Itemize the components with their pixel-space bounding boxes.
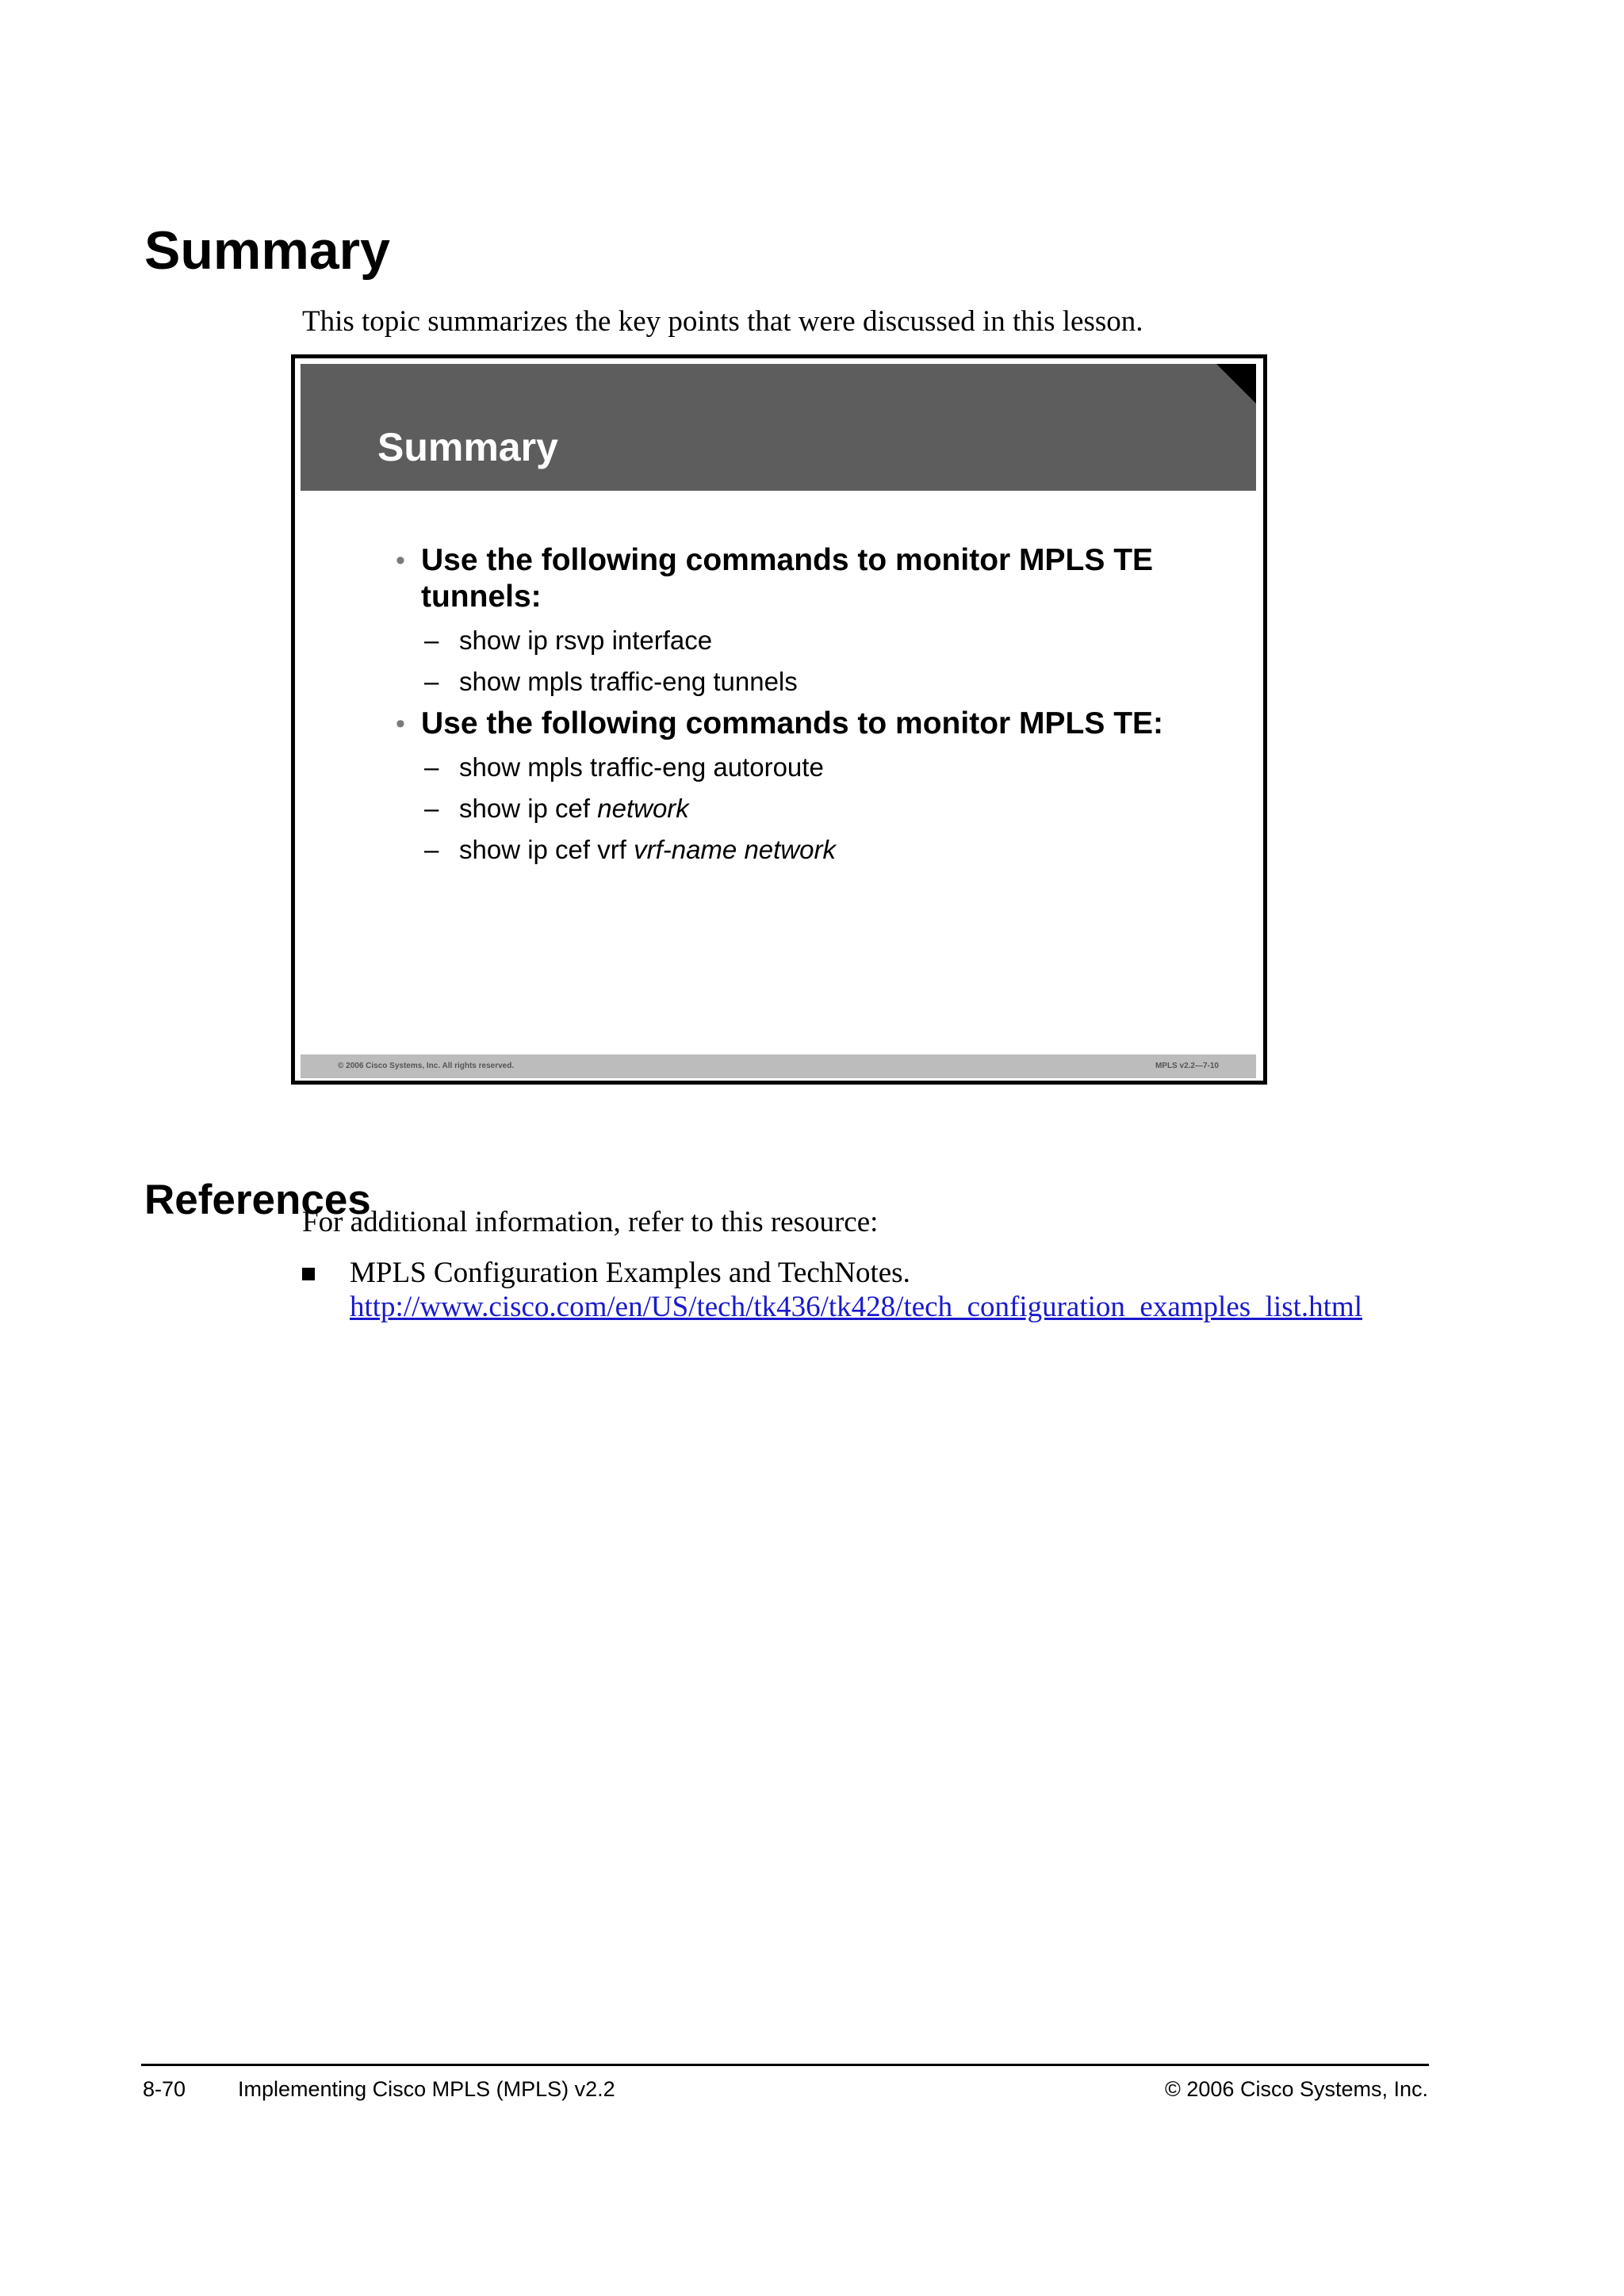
page-title: Summary — [144, 220, 390, 281]
reference-text: MPLS Configuration Examples and TechNotes. — [350, 1257, 910, 1289]
corner-triangle-icon — [1216, 364, 1256, 404]
sub-item-text: show mpls traffic-eng tunnels — [459, 667, 798, 696]
intro-text: This topic summarizes the key points that were discussed in this lesson. — [302, 305, 1143, 338]
sub-item-text: show ip cef — [459, 794, 598, 823]
slide-header — [301, 364, 1256, 491]
slide-footer — [301, 1054, 1256, 1078]
slide-sub-item — [424, 620, 1256, 661]
slide-sub-item — [424, 788, 1256, 829]
bullet-text: Use the following commands to monitor MPLS TE: — [421, 706, 1164, 740]
slide-sub-item — [424, 829, 1256, 871]
sub-item-text: show ip cef vrf — [459, 835, 634, 864]
footer-divider — [141, 2064, 1429, 2066]
sub-item-text: show mpls traffic-eng autoroute — [459, 752, 824, 782]
footer-course-title: Implementing Cisco MPLS (MPLS) v2.2 — [238, 2077, 615, 2101]
sub-item-text: show ip rsvp interface — [459, 626, 713, 655]
slide-inner — [301, 364, 1258, 1075]
slide-bullet — [396, 542, 1206, 615]
references-intro: For additional information, refer to this resource: — [302, 1206, 879, 1238]
reference-item — [302, 1256, 1492, 1324]
references-heading: References — [144, 1176, 371, 1223]
slide-footer-code: MPLS v2.2—7-10 — [1155, 1062, 1219, 1070]
dash-icon: – — [424, 626, 439, 655]
slide-title: Summary — [377, 425, 558, 469]
footer-copyright: © 2006 Cisco Systems, Inc. — [1164, 2077, 1428, 2101]
slide-footer-copyright: © 2006 Cisco Systems, Inc. All rights reserved. — [338, 1062, 515, 1070]
dash-icon: – — [424, 667, 439, 696]
slide-body — [301, 542, 1256, 871]
slide-bullet — [396, 706, 1206, 742]
footer-page-number: 8-70 — [143, 2077, 186, 2101]
bullet-dot-icon: • — [396, 545, 405, 576]
dash-icon: – — [424, 752, 439, 782]
square-bullet-icon — [302, 1268, 315, 1280]
bullet-dot-icon: • — [396, 709, 405, 739]
dash-icon: – — [424, 794, 439, 823]
sub-item-italic: network — [597, 794, 689, 823]
bullet-text: Use the following commands to monitor MPLS TE tunnels: — [421, 543, 1154, 614]
sub-item-italic: vrf-name network — [634, 835, 836, 864]
slide-sub-item — [424, 747, 1256, 788]
summary-slide — [291, 354, 1267, 1085]
reference-link[interactable]: http://www.cisco.com/en/US/tech/tk436/tk428/tech_configuration_examples_list.html — [350, 1291, 1362, 1323]
slide-sub-item — [424, 661, 1256, 702]
dash-icon: – — [424, 835, 439, 864]
